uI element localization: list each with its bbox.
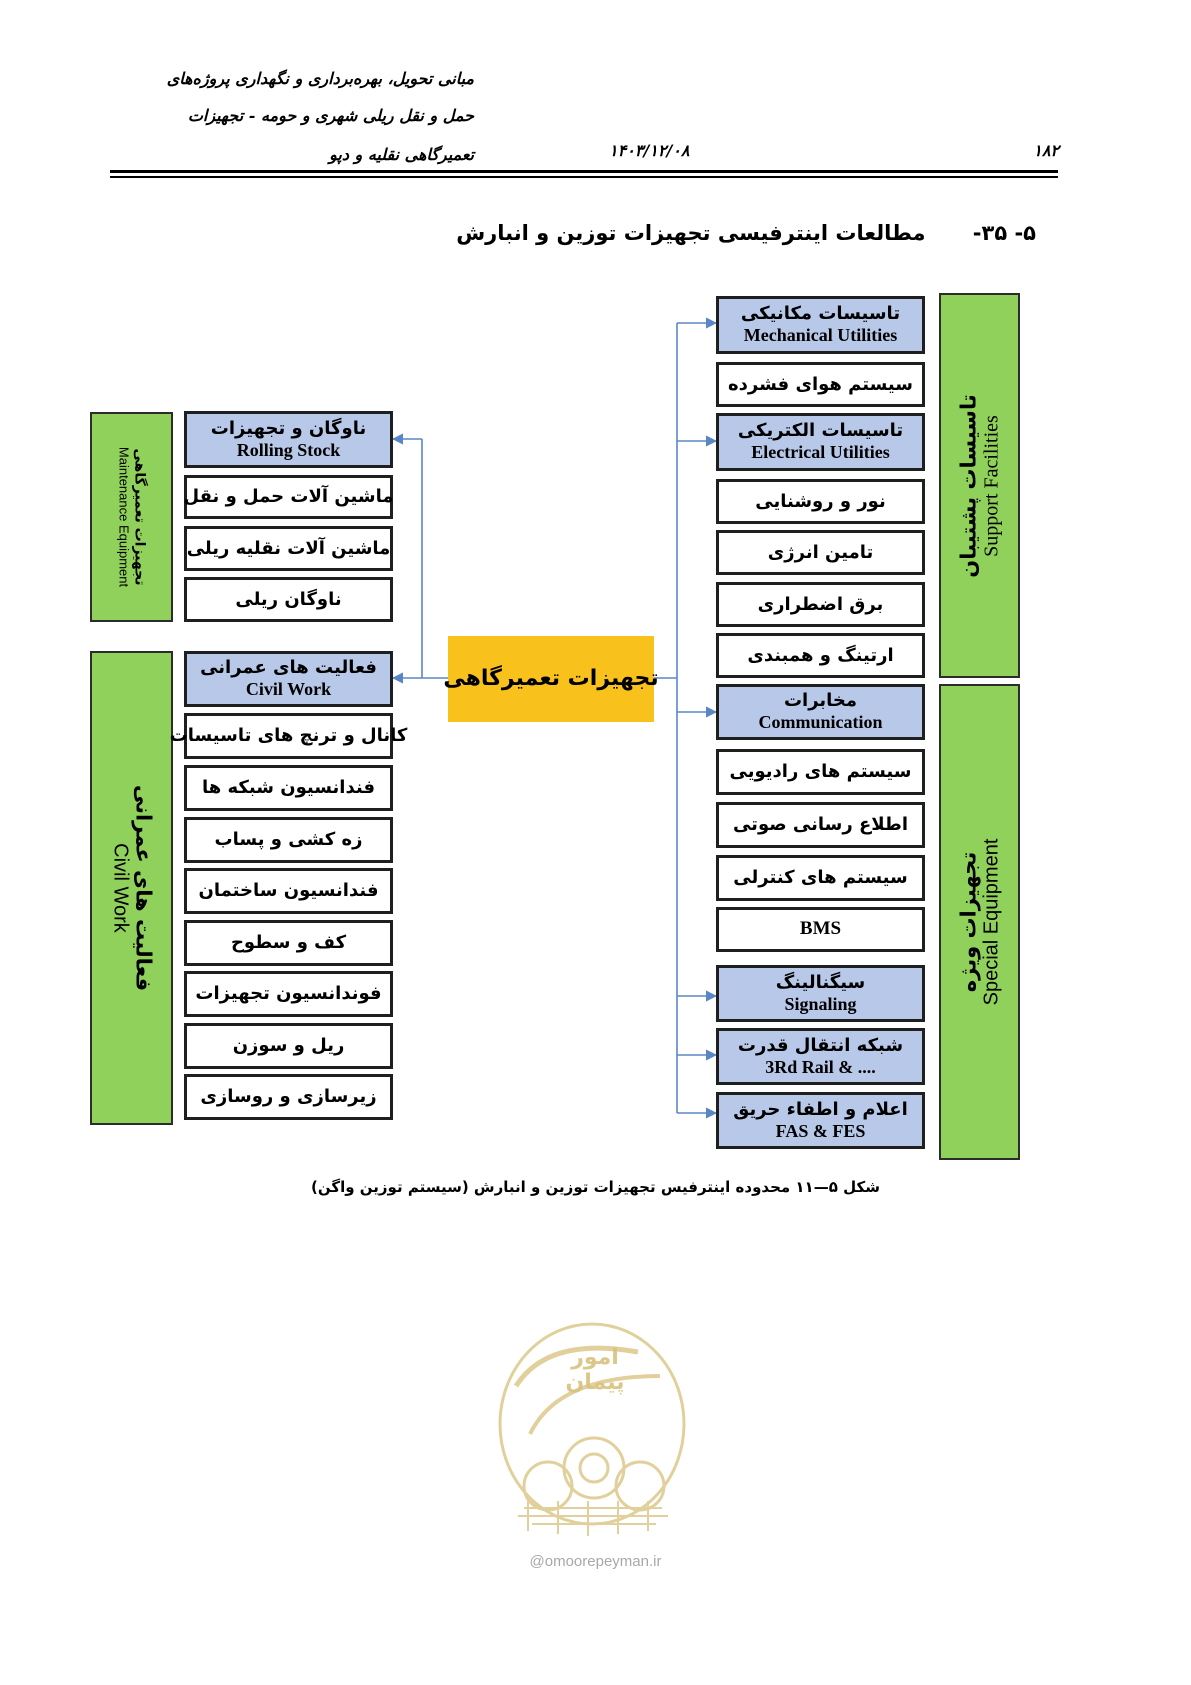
box-rail-switch <box>184 1023 393 1069</box>
box-rail-vehicle-machinery-fa: ماشین آلات نقلیه ریلی <box>186 537 391 559</box>
box-rail-fleet-fa: ناوگان ریلی <box>235 588 342 610</box>
box-emergency-power-fa: برق اضطراری <box>757 593 884 615</box>
box-building-foundation <box>184 868 393 914</box>
box-power-network-en: 3Rd Rail & .... <box>765 1056 876 1077</box>
box-power-supply-fa: تامین انرژی <box>767 541 874 563</box>
box-power-supply <box>716 530 925 575</box>
box-control-systems-fa: سیستم های کنترلی <box>733 867 908 889</box>
box-communication <box>716 684 925 740</box>
section-number: ۵- ۳۵- <box>972 221 1036 245</box>
box-substructure <box>184 1074 393 1120</box>
box-bms-en: BMS <box>799 918 842 940</box>
box-network-foundation-fa: فندانسیون شبکه ها <box>202 777 375 799</box>
box-rail-vehicle-machinery <box>184 526 393 571</box>
box-rail-switch-fa: ریل و سوزن <box>232 1035 345 1057</box>
group-label-civil-fa: فعالیت های عمرانی <box>131 784 155 992</box>
box-electrical-utilities-en: Electrical Utilities <box>751 442 890 462</box>
box-power-network <box>716 1028 925 1085</box>
box-compressed-air <box>716 362 925 407</box>
box-substructure-fa: زیرسازی و روسازی <box>200 1086 377 1108</box>
box-bms <box>716 907 925 952</box>
box-earthing-bonding <box>716 633 925 678</box>
watermark-logo-text: امور پیمان <box>565 1345 625 1395</box>
group-label-maintenance <box>90 412 173 622</box>
box-drainage-fa: زه کشی و پساب <box>214 829 363 851</box>
group-label-special-fa: تجهیزات ویژه <box>956 851 980 993</box>
box-radio-systems <box>716 749 925 795</box>
group-label-special-en: Special Equipment <box>980 838 1002 1006</box>
box-electrical-utilities <box>716 413 925 471</box>
box-radio-systems-fa: سیستم های رادیویی <box>729 761 912 783</box>
header-line-1: مبانی تحویل، بهره‌برداری و نگهداری پروژه‌های <box>166 69 474 88</box>
box-communication-en: Communication <box>758 712 883 732</box>
box-rolling-stock <box>184 411 393 468</box>
box-power-network-fa: شبکه انتقال قدرت <box>737 1034 904 1056</box>
box-civil-work <box>184 651 393 707</box>
box-public-address <box>716 802 925 848</box>
center-box-label: تجهیزات تعمیرگاهی <box>443 665 659 691</box>
box-drainage <box>184 817 393 863</box>
group-label-support-en: Support Facilities <box>980 414 1002 557</box>
box-network-foundation <box>184 765 393 811</box>
box-rolling-stock-en: Rolling Stock <box>236 439 341 460</box>
figure-caption: شکل ۵—۱۱ محدوده اینترفیس تجهیزات توزین و انبارش (سیستم توزین واگن) <box>311 1178 880 1196</box>
box-utility-trenches-fa: کانال و ترنچ های تاسیسات <box>169 725 408 747</box>
box-mechanical-utilities-en: Mechanical Utilities <box>743 325 898 345</box>
box-transport-machinery <box>184 475 393 519</box>
box-signaling <box>716 965 925 1022</box>
group-label-maintenance-en: Maintenance Equipment <box>116 446 131 588</box>
center-box <box>443 636 659 722</box>
box-civil-work-en: Civil Work <box>245 679 332 699</box>
box-fire-alarm-en: FAS & FES <box>775 1120 866 1141</box>
box-emergency-power <box>716 582 925 627</box>
box-building-foundation-fa: فندانسیون ساختمان <box>198 880 379 902</box>
page-number: ۱۸۲ <box>1033 141 1059 160</box>
group-label-special <box>939 684 1020 1160</box>
group-label-civil-en: Civil Work <box>109 843 131 933</box>
box-mechanical-utilities-fa: تاسیسات مکانیکی <box>740 303 901 325</box>
box-lighting-fa: نور و روشنایی <box>755 490 886 512</box>
group-label-support-fa: تاسیسات پشتیبان <box>956 393 980 578</box>
box-mechanical-utilities <box>716 296 925 354</box>
box-fire-alarm <box>716 1092 925 1149</box>
box-control-systems <box>716 855 925 901</box>
group-label-support <box>939 293 1020 678</box>
header-line-3: تعمیرگاهی نقلیه و دپو <box>329 145 474 164</box>
box-public-address-fa: اطلاع رسانی صوتی <box>732 814 909 836</box>
box-equipment-foundation <box>184 971 393 1017</box>
box-communication-fa: مخابرات <box>783 690 858 712</box>
box-lighting <box>716 479 925 524</box>
box-electrical-utilities-fa: تاسیسات الکتریکی <box>737 420 904 442</box>
box-compressed-air-fa: سیستم هوای فشرده <box>728 373 913 395</box>
group-label-civil <box>90 651 173 1125</box>
box-rolling-stock-fa: ناوگان و تجهیزات <box>210 417 367 439</box>
box-rail-fleet <box>184 577 393 622</box>
box-floors-surfaces <box>184 920 393 966</box>
header-line-2: حمل و نقل ریلی شهری و حومه - تجهیزات <box>187 106 474 125</box>
box-signaling-fa: سیگنالینگ <box>775 971 866 993</box>
box-signaling-en: Signaling <box>784 993 857 1014</box>
box-earthing-bonding-fa: ارتینگ و همبندی <box>747 644 894 666</box>
header-date: ۱۴۰۳/۱۲/۰۸ <box>609 141 690 160</box>
group-label-maintenance-fa: تجهیزات تعمیرگاهی <box>131 448 147 586</box>
box-utility-trenches <box>169 713 408 759</box>
watermark-url: @omoorepeyman.ir <box>529 1553 662 1570</box>
box-floors-surfaces-fa: کف و سطوح <box>230 932 347 954</box>
box-equipment-foundation-fa: فوندانسیون تجهیزات <box>195 983 382 1005</box>
box-fire-alarm-fa: اعلام و اطفاء حریق <box>733 1098 908 1120</box>
section-title-text: مطالعات اینترفیسی تجهیزات توزین و انبارش <box>456 221 926 245</box>
box-transport-machinery-fa: ماشین آلات حمل و نقل <box>183 486 394 508</box>
box-civil-work-fa: فعالیت های عمرانی <box>200 657 377 679</box>
